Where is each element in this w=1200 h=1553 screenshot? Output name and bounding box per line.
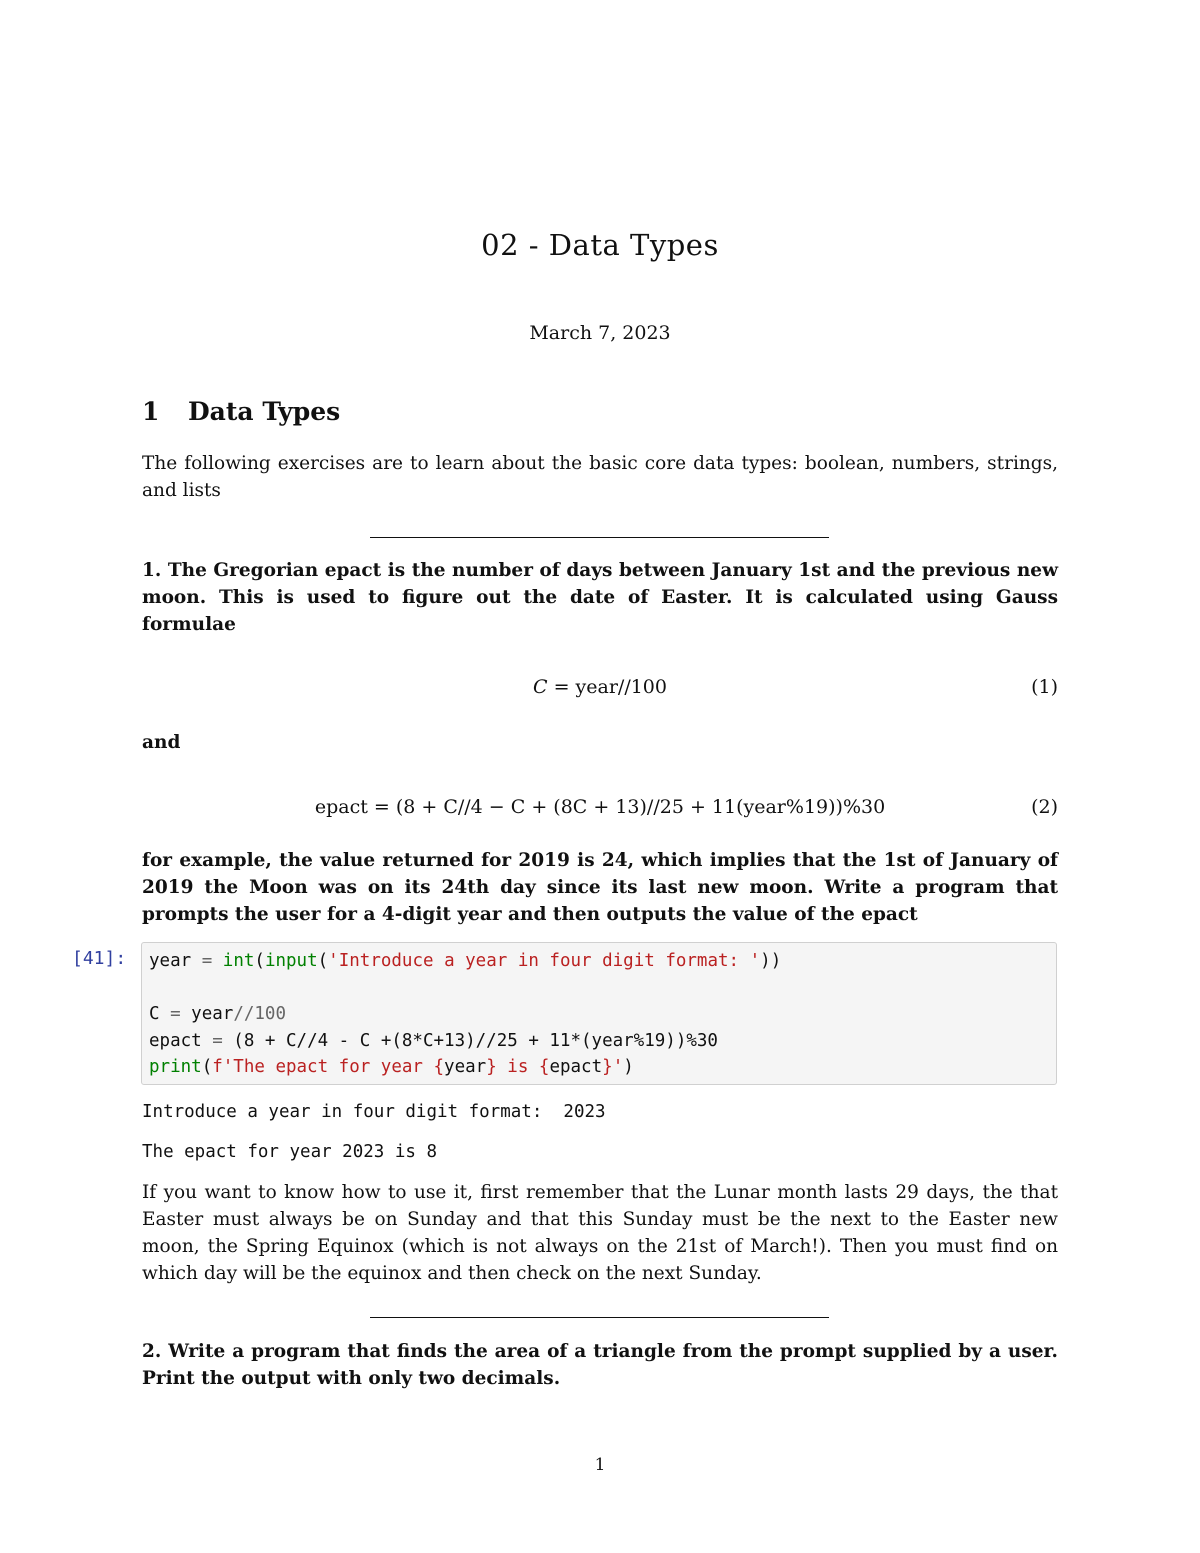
document-title: 02 - Data Types bbox=[481, 228, 719, 262]
output-line-2: The epact for year 2023 is 8 bbox=[142, 1142, 438, 1162]
section-heading bbox=[142, 397, 340, 426]
equation-1-lhs: C bbox=[532, 676, 548, 698]
exercise-1-example: for example, the value returned for 2019 is 24, which implies that the 1st of January of 2019 the Moon was on its 24th day since its last new moon. Write a program that prompts the user for a 4-digit year and then outputs the value of the epact bbox=[142, 850, 1058, 925]
section-title: Data Types bbox=[188, 397, 341, 426]
horizontal-rule bbox=[370, 1317, 829, 1318]
cell-execution-count: [41]: bbox=[72, 948, 127, 969]
explanation-paragraph: If you want to know how to use it, first remember that the Lunar month lasts 29 days, the that Easter must always be on Sunday and that this Sunday must be the next to the Easter new moon, the Spring Equinox (which is not always on the 21st of March!). Then you must find on which day will be the equinox and then check on the next Sunday. bbox=[142, 1182, 1058, 1284]
equation-2-tag: (2) bbox=[1031, 796, 1058, 818]
page-number: 1 bbox=[594, 1455, 606, 1475]
equation-1-tag: (1) bbox=[1031, 676, 1058, 698]
output-line-1: Introduce a year in four digit format: 2023 bbox=[142, 1102, 606, 1122]
and-label: and bbox=[142, 732, 181, 753]
intro-paragraph: The following exercises are to learn about the basic core data types: boolean, numbers, strings, and lists bbox=[142, 453, 1058, 501]
document-date: March 7, 2023 bbox=[529, 322, 671, 344]
exercise-2-prompt: 2. Write a program that finds the area of a triangle from the prompt supplied by a user. Print the output with only two decimals. bbox=[142, 1341, 1058, 1389]
horizontal-rule bbox=[370, 537, 829, 538]
equation-2 bbox=[142, 796, 1058, 826]
code-block[interactable]: year = int(input('Introduce a year in four digit format: ')) C = year//100 epact = (8 + C//4 - C +(8*C+13)//25 + 11*(year%19))%30 print(f'The epact for year {year} is {epact}') bbox=[149, 951, 782, 1077]
equation-1-rhs: = year//100 bbox=[547, 676, 667, 698]
exercise-1-prompt: 1. The Gregorian epact is the number of days between January 1st and the previous new moon. This is used to figure out the date of Easter. It is calculated using Gauss formulae bbox=[142, 560, 1058, 635]
code-cell[interactable] bbox=[141, 942, 1057, 1085]
equation-1 bbox=[142, 676, 1058, 706]
equation-2-body: epact = (8 + C//4 − C + (8C + 13)//25 + 11(year%19))%30 bbox=[314, 796, 886, 818]
section-number: 1 bbox=[142, 397, 160, 426]
